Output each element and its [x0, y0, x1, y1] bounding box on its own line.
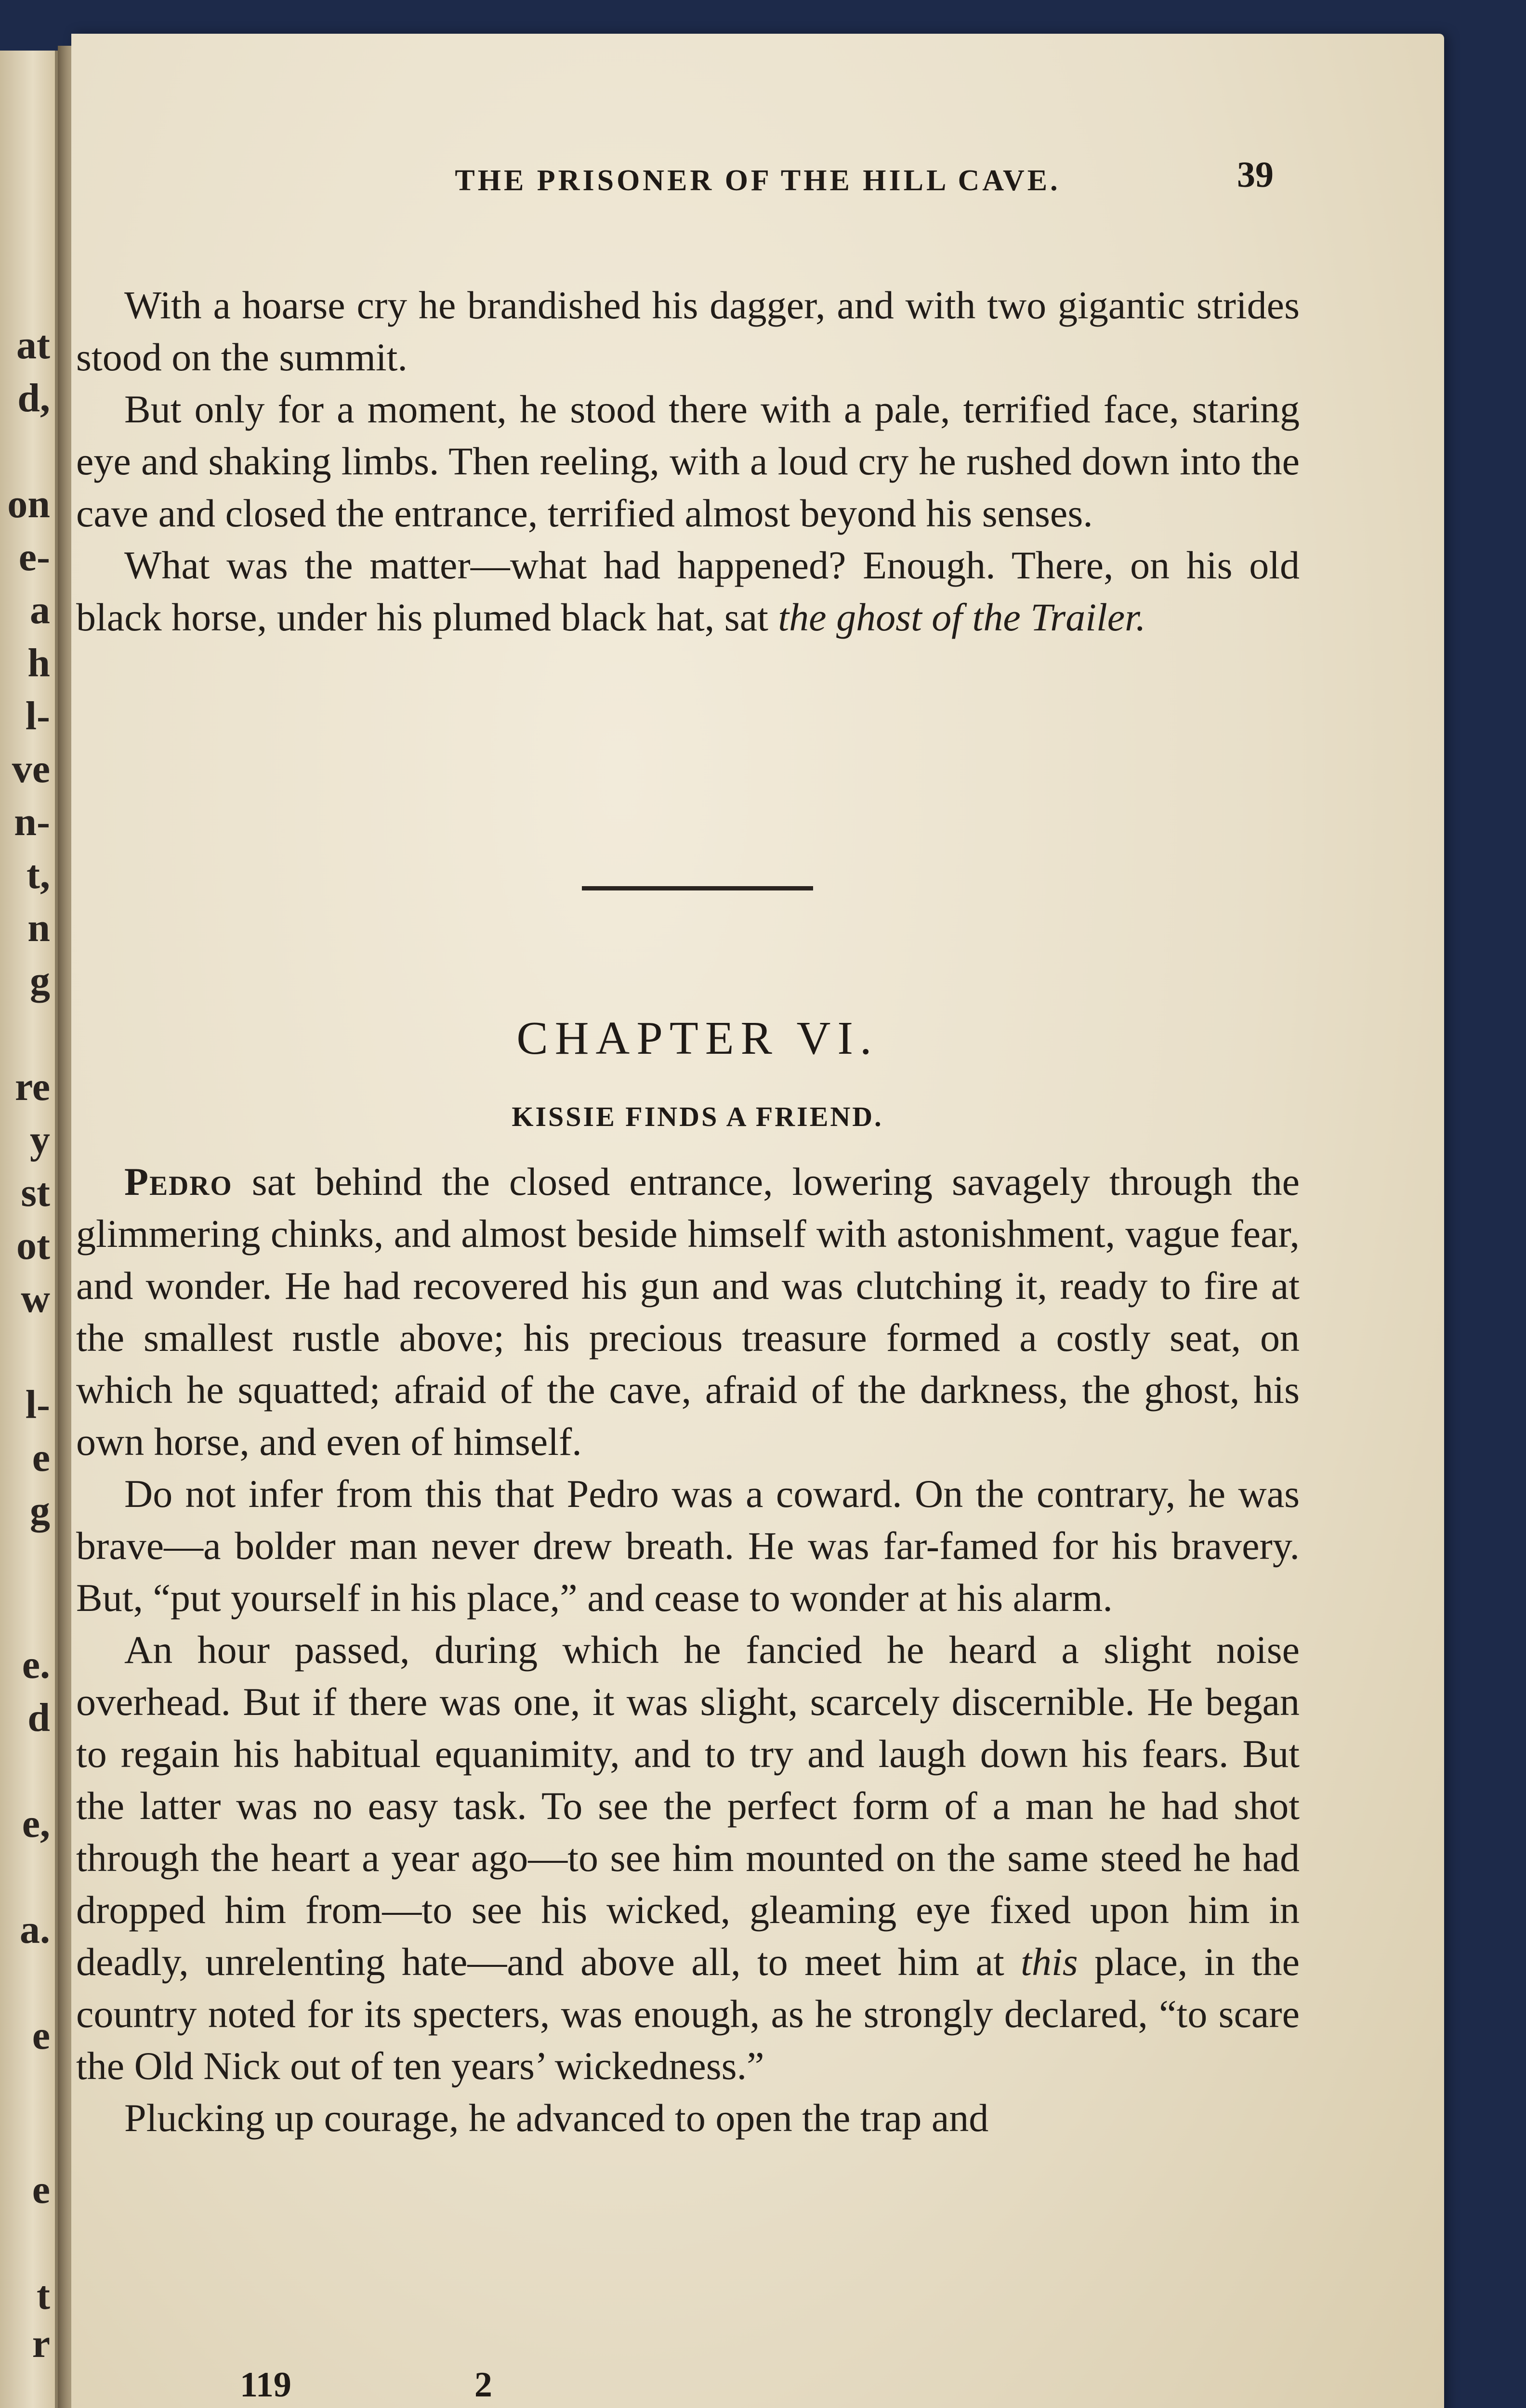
left-page-fragment: l-	[25, 694, 50, 738]
left-page-fragment: e	[32, 2013, 50, 2058]
left-page-fragment: e	[32, 2167, 50, 2212]
paragraph-text: sat behind the closed entrance, lowering savagely through the glimmering chinks, and almost beside himself with astonishment, vague fear, and wonder. He had recovered his gun and was clutching it, ready to fire at the smallest rustle above; his precious treasure formed a costly seat, on which he squatted; afraid of the cave, afraid of the darkness, the ghost, his own horse, and even of himself.	[76, 1160, 1300, 1464]
paragraph-text: An hour passed, during which he fancied he heard a slight noise overhead. But if there was one, it was slight, scarcely discernible. He began to regain his habitual equanimity, and to try and laugh down his fears. But the latter was no easy task. To see the perfect form of a man he had shot through the heart a year ago—to see him mounted on the same steed he had dropped him from—to see his wicked, gleaming eye fixed upon him in deadly, unrelenting hate—and above all, to meet him at	[76, 1628, 1300, 1984]
left-page-fragment: l-	[25, 1382, 50, 1427]
chapter-subtitle: KISSIE FINDS A FRIEND.	[512, 1101, 883, 1132]
left-page-fragment: n-	[14, 799, 50, 844]
page-number: 39	[1237, 155, 1274, 195]
left-page-fragment: n	[27, 905, 50, 950]
left-page-fragment: g	[30, 1488, 50, 1533]
printer-signature	[240, 2365, 675, 2406]
left-page-fragment: t,	[26, 852, 50, 897]
left-page-fragment: e,	[22, 1801, 50, 1846]
left-page-fragment: ot	[16, 1223, 50, 1268]
running-title: THE PRISONER OF THE HILL CAVE.	[455, 164, 1061, 197]
left-page-fragment: w	[21, 1276, 50, 1321]
left-page-fragment: e-	[18, 535, 50, 579]
left-page-fragment: on	[7, 482, 50, 526]
paragraph: With a hoarse cry he brandished his dagger, and with two gigantic strides stood on the summit.	[76, 283, 1300, 379]
left-page-fragment: e	[32, 1435, 50, 1480]
paragraph: Plucking up courage, he advanced to open the trap and	[124, 2096, 989, 2140]
left-page-fragment: h	[27, 641, 50, 685]
left-page-edge	[0, 51, 58, 2408]
section-two-text	[76, 1156, 1300, 2144]
paragraph	[76, 1156, 1300, 1468]
left-page-fragment: re	[14, 1064, 50, 1109]
left-page-fragment: st	[21, 1170, 50, 1215]
left-page-fragment: y	[30, 1117, 50, 1162]
signature-right: 2	[474, 2365, 492, 2405]
signature-left: 119	[240, 2365, 291, 2405]
chapter-title: CHAPTER VI.	[516, 1012, 879, 1064]
book-page	[71, 34, 1444, 2408]
paragraph: Do not infer from this that Pedro was a coward. On the contrary, he was brave—a bolder man never drew breath. He was far-famed for his bravery. But, “put yourself in his place,” and cease to wonder at his alarm.	[76, 1472, 1300, 1620]
left-page-fragment: at	[16, 323, 50, 367]
section-divider	[582, 886, 813, 890]
left-page-fragment: e.	[22, 1642, 50, 1687]
section-one-text	[76, 279, 1300, 643]
left-page-fragment: d,	[17, 376, 50, 420]
left-page-fragment: t	[37, 2273, 50, 2318]
left-page-fragment: d	[27, 1695, 50, 1740]
italic-phrase: the ghost of the Trailer.	[778, 595, 1146, 639]
paragraph	[76, 1624, 1300, 2092]
left-page-fragment: a.	[20, 1907, 50, 1952]
italic-word: this	[1021, 1940, 1078, 1984]
left-page-fragment: ve	[12, 746, 50, 791]
lead-word: Pedro	[124, 1160, 233, 1204]
paragraph	[76, 539, 1300, 643]
paragraph-text: What was the matter—what had happened? Enough. There, on his old black horse, under his plumed black hat, sat	[76, 543, 1300, 639]
left-page-fragment: a	[30, 588, 50, 632]
left-page-fragment: r	[32, 2321, 50, 2366]
book-gutter	[58, 46, 71, 2408]
left-page-fragment: g	[30, 958, 50, 1003]
paragraph: But only for a moment, he stood there with a pale, terrified face, staring eye and shaking limbs. Then reeling, with a loud cry he rushed down into the cave and closed the entrance, terrified almost beyond his senses.	[76, 387, 1300, 535]
paragraph-text: place, in the country noted for its specters, was enough, as he strongly declared, “to scare the Old Nick out of ten years’ wickedness.”	[76, 1940, 1300, 2088]
